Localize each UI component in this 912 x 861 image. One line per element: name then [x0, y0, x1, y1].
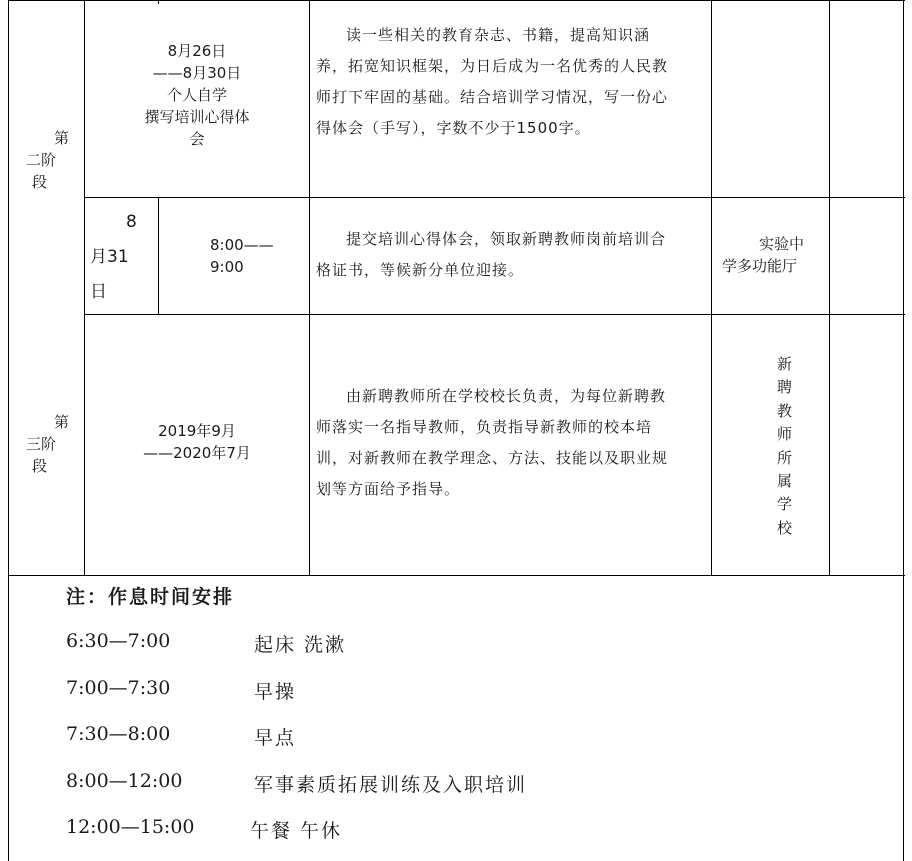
grid-line [158, 197, 159, 315]
grid-line [158, 0, 159, 4]
grid-line [84, 197, 905, 198]
stage3-place: 新聘教师所属学校 [777, 355, 793, 537]
schedule-time: 7:30—8:00 [66, 723, 171, 745]
stage-label-line: 三阶 [26, 435, 57, 453]
title-line: 会 [189, 130, 205, 148]
schedule-title: 注：作息时间安排 [66, 586, 235, 608]
date-line: 8月26日 [167, 42, 227, 60]
grid-line [8, 0, 905, 1]
grid-line [8, 575, 905, 576]
schedule-activity: 军事素质拓展训练及入职培训 [254, 774, 528, 796]
schedule-activity: 午餐 午休 [250, 820, 343, 842]
schedule-time: 12:00—15:00 [66, 816, 195, 838]
grid-line [711, 0, 712, 576]
place-line: 学多功能厅 [722, 257, 798, 275]
schedule-time: 7:00—7:30 [66, 677, 171, 699]
schedule-activity: 早点 [254, 727, 297, 749]
date-line: ——8月30日 [152, 64, 242, 82]
schedule-activity: 早操 [254, 681, 297, 703]
schedule-time: 8:00—12:00 [66, 770, 183, 792]
time-line: 9:00 [210, 258, 244, 276]
stage2-row2-time [210, 234, 306, 278]
date-line: 月31 [90, 247, 129, 267]
stage2-row2-place [722, 233, 826, 277]
stage-label-line: 二阶 [26, 151, 57, 169]
title-line: 撰写培训心得体 [144, 108, 250, 126]
stage-label-line: 第 [54, 413, 70, 431]
schedule-activity: 起床 洗漱 [254, 634, 347, 656]
grid-line [84, 314, 905, 315]
stage2-row1-content: 读一些相关的教育杂志、书籍，提高知识涵养，拓宽知识框架，为日后成为一名优秀的人民教师打下牢固的基础。结合培训学习情况，写一份心得体会（手写），字数不少于1500字。 [316, 26, 669, 137]
grid-line [309, 0, 310, 576]
stage3-label [22, 411, 78, 477]
title-line: 个人自学 [166, 86, 227, 104]
place-line: 实验中 [759, 235, 805, 253]
stage2-row1-date [85, 40, 309, 150]
stage2-label [22, 127, 78, 193]
stage-label-line: 段 [32, 457, 48, 475]
stage2-row2-content: 提交培训心得体会，领取新聘教师岗前培训合格证书，等候新分单位迎接。 [316, 230, 667, 279]
grid-line [829, 0, 830, 576]
schedule-time: 6:30—7:00 [66, 630, 171, 652]
stage3-content: 由新聘教师所在学校校长负责，为每位新聘教师落实一名指导教师，负责指导新教师的校本培训，对新教师在教学理念、方法、技能以及职业规划等方面给予指导。 [316, 387, 669, 498]
stage3-date [85, 420, 309, 464]
stage-label-line: 第 [54, 129, 70, 147]
date-line: ——2020年7月 [143, 444, 251, 462]
date-line: 8 [126, 212, 137, 232]
time-line: 8:00—— [210, 236, 274, 254]
stage2-row2-date [90, 205, 156, 310]
stage-label-line: 段 [32, 173, 48, 191]
date-line: 日 [90, 282, 107, 302]
date-line: 2019年9月 [158, 422, 236, 440]
